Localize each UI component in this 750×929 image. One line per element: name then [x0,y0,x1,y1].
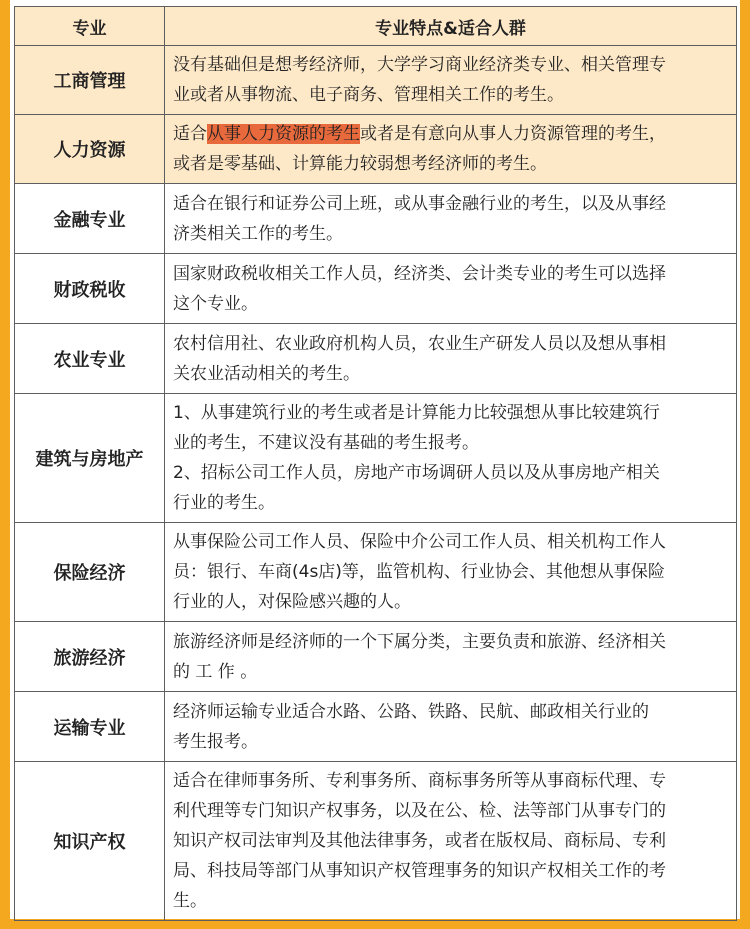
major-desc: 旅游经济师是经济师的一个下属分类，主要负责和旅游、经济相关 的 工 作 。 [165,622,737,692]
major-table [14,6,737,921]
table-row [15,762,737,921]
major-desc: 适合在律师事务所、专利事务所、商标事务所等从事商标代理、专 利代理等专门知识产权事务，以及在公、检、法等部门从事专门的 知识产权司法审判及其他法律事务，或者在版权局、商标局、专利 局、科技局等部门从事知识产权管理事务的知识产权相关工作的考 生。 [165,762,737,921]
major-name: 知识产权 [15,762,165,921]
major-desc: 没有基础但是想考经济师，大学学习商业经济类专业、相关管理专 业或者从事物流、电子商务、管理相关工作的考生。 [165,46,737,115]
table-row [15,46,737,115]
major-desc: 从事保险公司工作人员、保险中介公司工作人员、相关机构工作人 员：银行、车商(4s店)等，监管机构、行业协会、其他想从事保险 行业的人，对保险感兴趣的人。 [165,523,737,622]
major-name: 人力资源 [15,115,165,184]
major-desc: 经济师运输专业适合水路、公路、铁路、民航、邮政相关行业的 考生报考。 [165,692,737,762]
major-name: 建筑与房地产 [15,394,165,523]
major-desc: 1、从事建筑行业的考生或者是计算能力比较强想从事比较建筑行 业的考生，不建议没有基础的考生报考。 2、招标公司工作人员，房地产市场调研人员以及从事房地产相关 行业的考生。 [165,394,737,523]
major-name: 农业专业 [15,324,165,394]
document-frame [10,0,740,919]
header-major: 专业 [15,7,165,46]
major-name: 运输专业 [15,692,165,762]
major-desc: 适合从事人力资源的考生或者是有意向从事人力资源管理的考生， 或者是零基础、计算能力较弱想考经济师的考生。 [165,115,737,184]
table-row [15,254,737,324]
table-row [15,115,737,184]
major-desc: 适合在银行和证券公司上班，或从事金融行业的考生，以及从事经 济类相关工作的考生。 [165,184,737,254]
table-row [15,394,737,523]
table-row [15,692,737,762]
major-name: 金融专业 [15,184,165,254]
major-name: 旅游经济 [15,622,165,692]
table-row [15,523,737,622]
major-desc: 农村信用社、农业政府机构人员，农业生产研发人员以及想从事相 关农业活动相关的考生。 [165,324,737,394]
major-name: 财政税收 [15,254,165,324]
table-row [15,324,737,394]
major-name: 保险经济 [15,523,165,622]
major-desc: 国家财政税收相关工作人员，经济类、会计类专业的考生可以选择 这个专业。 [165,254,737,324]
highlight-text: 从事人力资源的考生 [207,124,360,144]
table-row [15,622,737,692]
table-row [15,184,737,254]
major-name: 工商管理 [15,46,165,115]
table-header-row [15,7,737,46]
header-features: 专业特点&适合人群 [165,7,737,46]
